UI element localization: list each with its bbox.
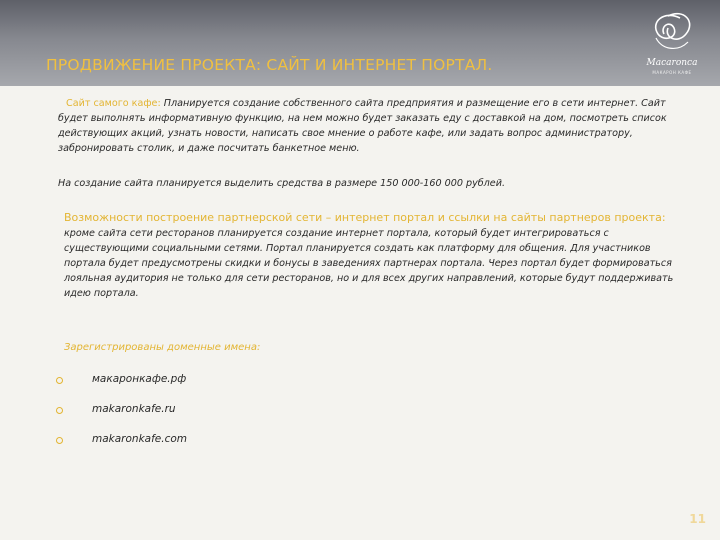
page-number: 11 — [689, 512, 706, 526]
logo-wordmark: Macaronca — [646, 58, 698, 68]
partner-paragraph — [64, 210, 684, 301]
domains-label: Зарегистрированы доменные имена: — [64, 342, 261, 353]
website-label: Сайт самого кафе: — [66, 98, 161, 109]
partner-text: кроме сайта сети ресторанов планируется создание интернет портала, который будет интегрироваться с существующими социальными сетями. Портал планируется создать как платформу для общения. Для участников портала будет предусмотрены скидки и бонусы в заведениях партнерах портала. Через портал будет формироваться лояльная аудитория не только для сети ресторанов, но и для всех других направлений, которые будут поддерживать идею портала. — [64, 228, 674, 299]
domain-name: makaronkafe.com — [92, 433, 188, 445]
bullet-circle-icon — [56, 377, 63, 384]
bullet-circle-icon — [56, 437, 63, 444]
partner-label: Возможности построение партнерской сети – интернет портал и ссылки на сайты партнеров проекта: — [64, 211, 666, 224]
website-text: Планируется создание собственного сайта предприятия и размещение его в сети интернет. Сайт будет выполнять информативную функцию, на нем можно будет заказать еду с доставкой на дом, посмотреть список действующих акций, узнать новости, написать свое мнение о работе кафе, или задать вопрос администратору, забронировать столик, и даже посчитать банкетное меню. — [58, 98, 667, 154]
website-budget: На создание сайта планируется выделить средства в размере 150 000-160 000 рублей. — [58, 178, 505, 189]
cafe-logo — [634, 8, 710, 80]
slide-header — [0, 0, 720, 86]
domain-name: makaronkafe.ru — [92, 403, 176, 415]
domain-name: макаронкафе.рф — [92, 373, 187, 385]
website-paragraph — [58, 96, 678, 156]
domains-heading — [64, 340, 464, 355]
slide-content — [0, 86, 720, 540]
bullet-circle-icon — [56, 407, 63, 414]
slide-title: ПРОДВИЖЕНИЕ ПРОЕКТА: САЙТ И ИНТЕРНЕТ ПОРТАЛ. — [46, 56, 493, 74]
logo-subtitle: МАКАРОН КАФЕ — [652, 70, 692, 75]
logo-monogram-icon — [634, 8, 710, 60]
